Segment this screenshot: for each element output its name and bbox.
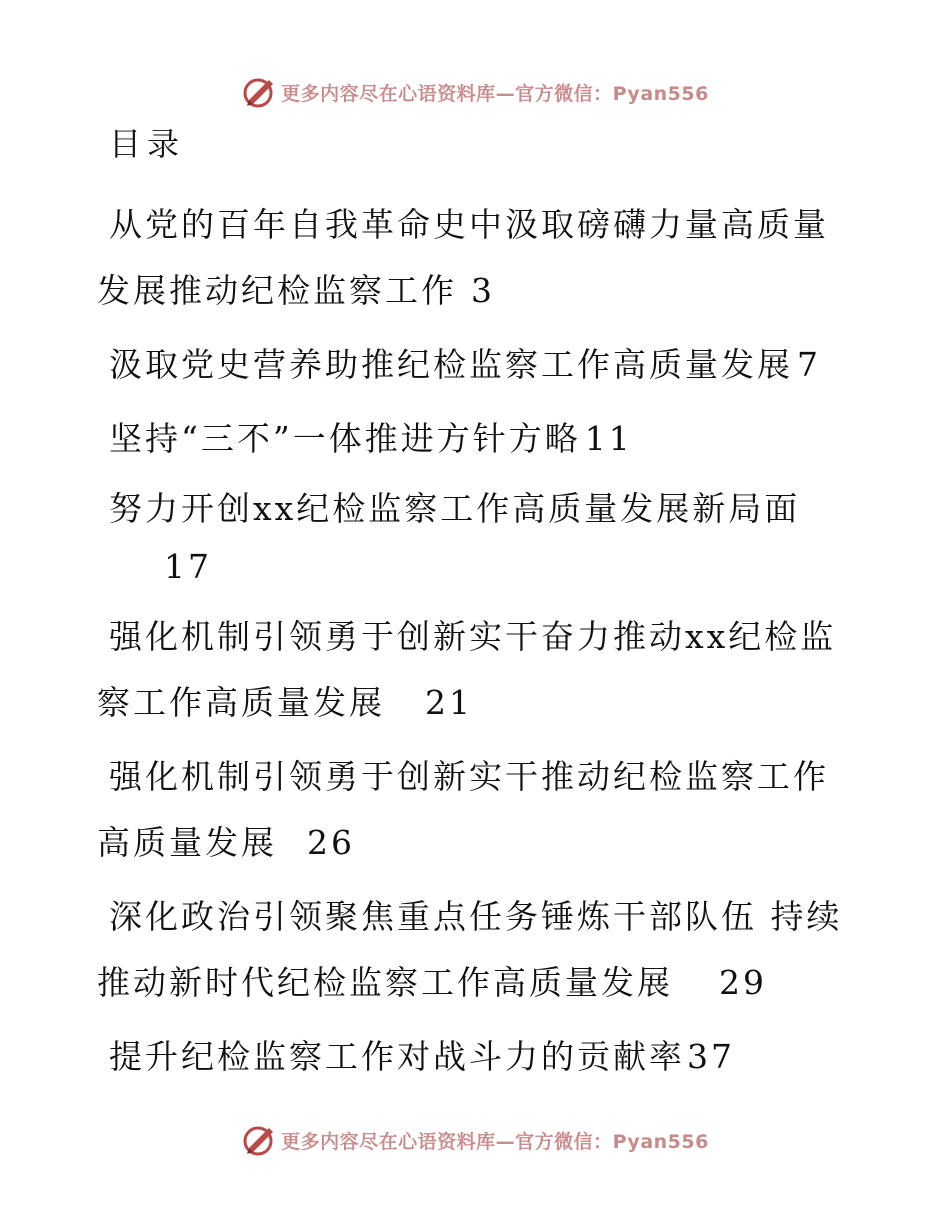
toc-entry-title: 汲取党史营养助推纪检监察工作高质量发展 xyxy=(109,345,793,384)
pen-logo-icon xyxy=(241,1122,277,1158)
toc-entry[interactable] xyxy=(97,744,857,876)
table-of-contents xyxy=(97,118,857,1090)
toc-entry-title: 努力开创xx纪检监察工作高质量发展新局面 xyxy=(109,489,801,528)
toc-entry[interactable] xyxy=(97,884,857,1016)
toc-title: 目录 xyxy=(109,125,186,163)
toc-entry[interactable] xyxy=(97,1024,857,1090)
toc-entry-title: 强化机制引领勇于创新实干推动纪检监察工作高质量发展 xyxy=(97,757,829,862)
toc-entry-title: 从党的百年自我革命史中汲取磅礴力量高质量发展推动纪检监察工作 xyxy=(97,205,829,310)
toc-entry-page: 26 xyxy=(307,823,355,862)
toc-entry-page: 17 xyxy=(164,547,212,586)
toc-entry-page: 21 xyxy=(425,683,473,722)
watermark-group xyxy=(241,74,709,110)
toc-entry-page: 29 xyxy=(719,963,767,1002)
toc-entry-title: 强化机制引领勇于创新实干奋力推动xx纪检监察工作高质量发展 xyxy=(97,617,837,722)
toc-entry-page: 11 xyxy=(584,419,633,458)
toc-entry-page: 7 xyxy=(797,345,821,384)
toc-entry[interactable] xyxy=(97,604,857,736)
header-watermark-banner xyxy=(0,72,950,112)
toc-entry-title: 深化政治引领聚焦重点任务锤炼干部队伍 持续推动新时代纪检监察工作高质量发展 xyxy=(97,897,843,1002)
pen-logo-icon xyxy=(241,74,277,110)
toc-entry[interactable] xyxy=(97,192,857,324)
footer-watermark-banner xyxy=(0,1120,950,1160)
watermark-group xyxy=(241,1122,709,1158)
toc-entry-page: 3 xyxy=(471,271,495,310)
toc-entry[interactable] xyxy=(97,480,857,596)
toc-entry-page: 37 xyxy=(687,1037,735,1076)
toc-entry[interactable] xyxy=(97,406,857,472)
toc-entry-title: 提升纪检监察工作对战斗力的贡献率 xyxy=(109,1037,685,1076)
watermark-text: 更多内容尽在心语资料库—官方微信：Pyan556 xyxy=(281,82,709,105)
toc-entry-title: 坚持“三不”一体推进方针方略 xyxy=(109,419,581,458)
toc-entry[interactable] xyxy=(97,332,857,398)
watermark-text: 更多内容尽在心语资料库—官方微信：Pyan556 xyxy=(281,1130,709,1153)
